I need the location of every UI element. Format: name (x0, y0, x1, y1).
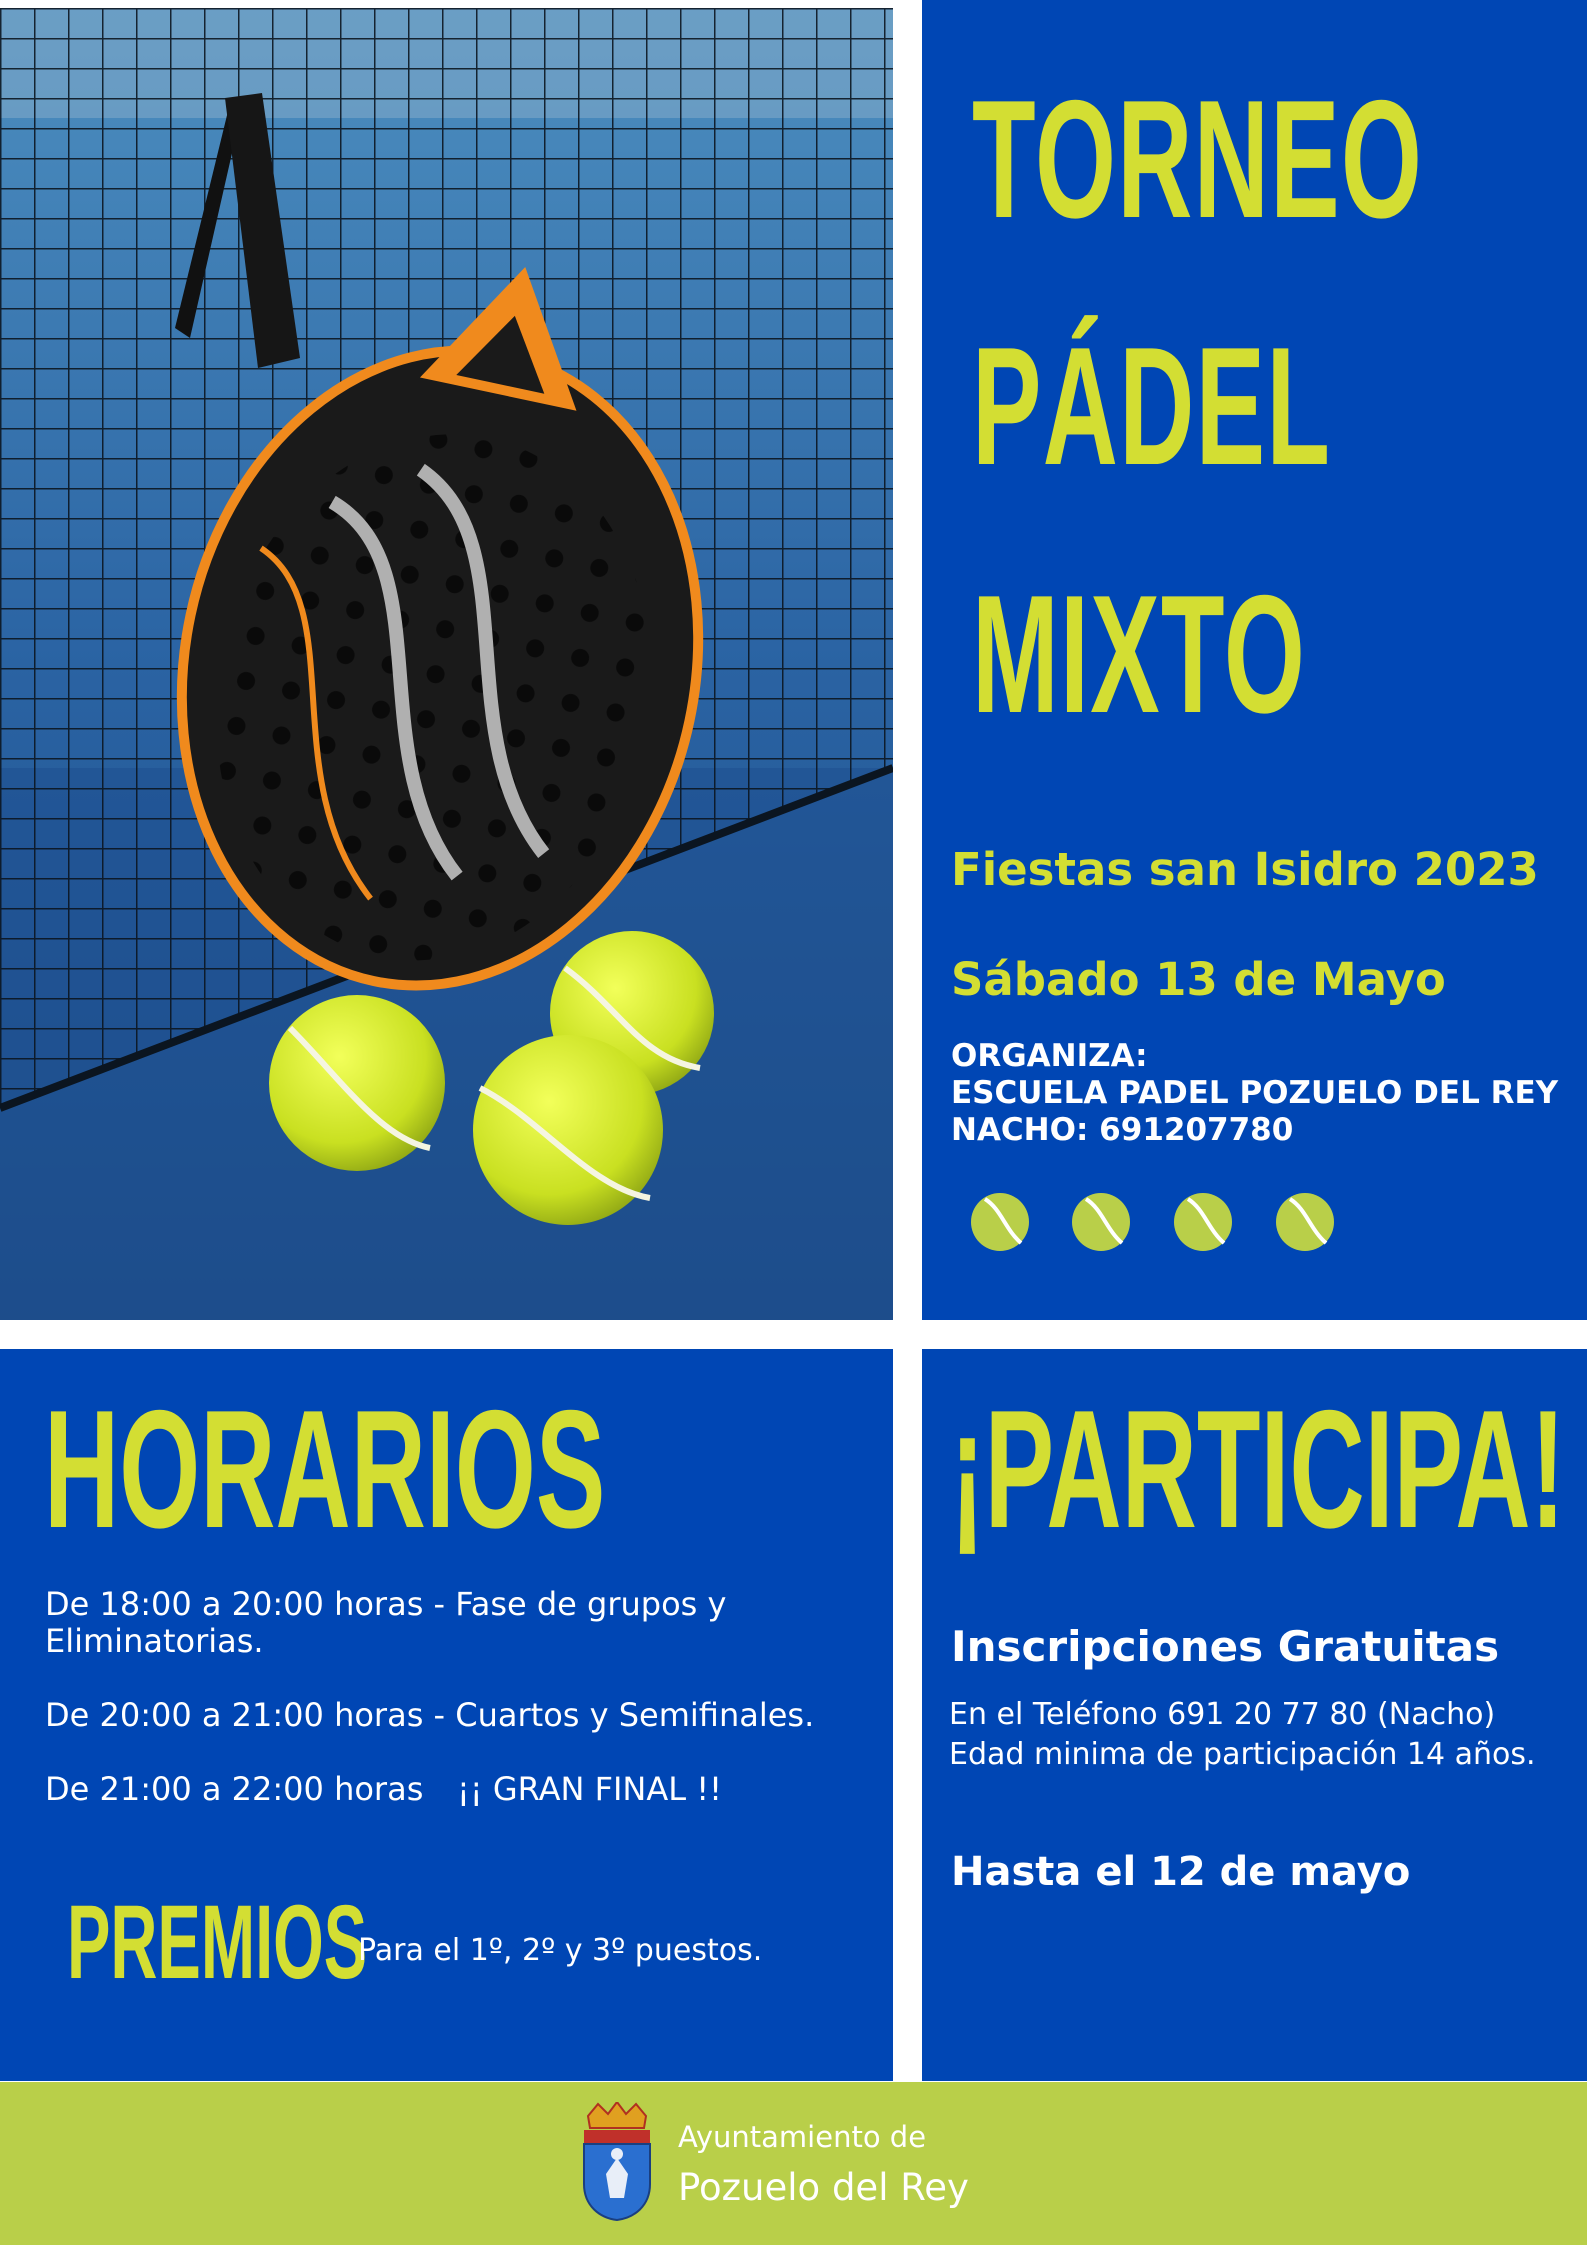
footer-line-2: Pozuelo del Rey (678, 2166, 969, 2209)
horarios-panel (0, 1349, 893, 2081)
organizer-name: ESCUELA PADEL POZUELO DEL REY (951, 1075, 1559, 1111)
inscripciones-label: Inscripciones Gratuitas (951, 1622, 1500, 1671)
event-date: Sábado 13 de Mayo (951, 953, 1446, 1006)
town-crest-icon (578, 2102, 656, 2222)
participa-heading: ¡PARTICIPA! (950, 1375, 1566, 1563)
organiza-label: ORGANIZA: (951, 1038, 1148, 1074)
tennis-ball-icon (1072, 1193, 1130, 1251)
horarios-heading: HORARIOS (44, 1375, 606, 1563)
padel-photo (0, 8, 893, 1320)
tennis-ball-icon (971, 1193, 1029, 1251)
title-line-3: MIXTO (972, 560, 1307, 748)
organizer-contact: NACHO: 691207780 (951, 1112, 1294, 1148)
participa-panel (922, 1349, 1587, 2081)
premios-text: Para el 1º, 2º y 3º puestos. (358, 1933, 763, 1968)
title-line-1: TORNEO (972, 65, 1424, 253)
inscripciones-phone: En el Teléfono 691 20 77 80 (Nacho) (949, 1697, 1496, 1732)
schedule-slot-2: De 20:00 a 21:00 horas - Cuartos y Semifinales. (45, 1696, 815, 1734)
tennis-ball-icon (1174, 1193, 1232, 1251)
title-line-2: PÁDEL (972, 312, 1332, 500)
title-panel (922, 0, 1587, 1320)
footer-line-1: Ayuntamiento de (678, 2120, 927, 2154)
tennis-ball-icon (1276, 1193, 1334, 1251)
premios-heading: PREMIOS (67, 1884, 368, 2001)
padel-racket-and-balls-photo (0, 8, 893, 1320)
schedule-slot-3: De 21:00 a 22:00 horas (45, 1770, 424, 1808)
inscripciones-age: Edad minima de participación 14 años. (949, 1737, 1536, 1772)
event-subtitle: Fiestas san Isidro 2023 (951, 843, 1539, 896)
deadline-text: Hasta el 12 de mayo (951, 1849, 1411, 1895)
footer (0, 2082, 1587, 2245)
schedule-slot-1-cont: Eliminatorias. (45, 1622, 264, 1660)
gran-final-label: ¡¡ GRAN FINAL !! (457, 1770, 722, 1808)
schedule-slot-1: De 18:00 a 20:00 horas - Fase de grupos y (45, 1585, 727, 1623)
